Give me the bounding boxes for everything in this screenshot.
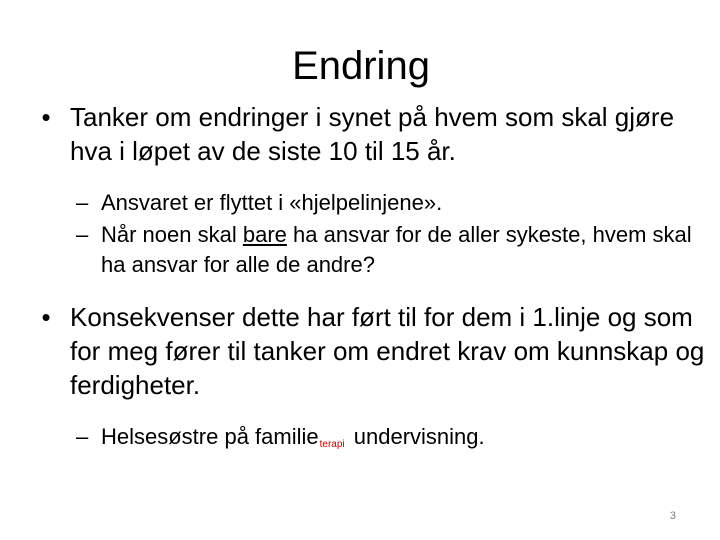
- sub-bullet-item-1: [36, 188, 706, 218]
- sub-bullet-text: Ansvaret er flyttet i «hjelpelinjene».: [101, 190, 443, 215]
- bullet-block-2: [36, 300, 706, 402]
- dash-marker: –: [76, 190, 89, 215]
- sub-bullet-text-pre: Når noen skal: [101, 222, 243, 247]
- bullet-marker: •: [41, 302, 51, 332]
- page-number: 3: [669, 510, 676, 522]
- bullet-item-2: [36, 300, 706, 402]
- sub-bullet-block-1: [36, 188, 706, 280]
- bullet-marker: •: [41, 102, 51, 132]
- dash-marker: –: [76, 222, 89, 247]
- sub-bullet-text-pre: Helsesøstre på familie: [101, 424, 319, 449]
- dash-marker: –: [76, 424, 89, 449]
- bullet-item-1: [36, 100, 706, 168]
- sub-bullet-item-2: [36, 220, 706, 280]
- sub-bullet-block-2: [36, 422, 706, 460]
- underlined-word: bare: [242, 222, 287, 247]
- bullet-block-1: [36, 100, 706, 168]
- subscript-annotation: terapi: [319, 439, 345, 450]
- sub-bullet-text-post: ha ansvar for de aller sykeste, hvem skal ha ansvar for alle de andre?: [101, 222, 692, 277]
- slide-title: Endring: [292, 44, 430, 88]
- sub-bullet-item-3: [36, 422, 706, 460]
- bullet-text: Tanker om endringer i synet på hvem som skal gjøre hva i løpet av de siste 10 til 15 år.: [70, 102, 675, 166]
- bullet-text: Konsekvenser dette har ført til for dem i 1.linje og som for meg fører til tanker om endret krav om kunnskap og ferdigheter.: [70, 302, 705, 400]
- sub-bullet-text-post: undervisning.: [347, 424, 485, 449]
